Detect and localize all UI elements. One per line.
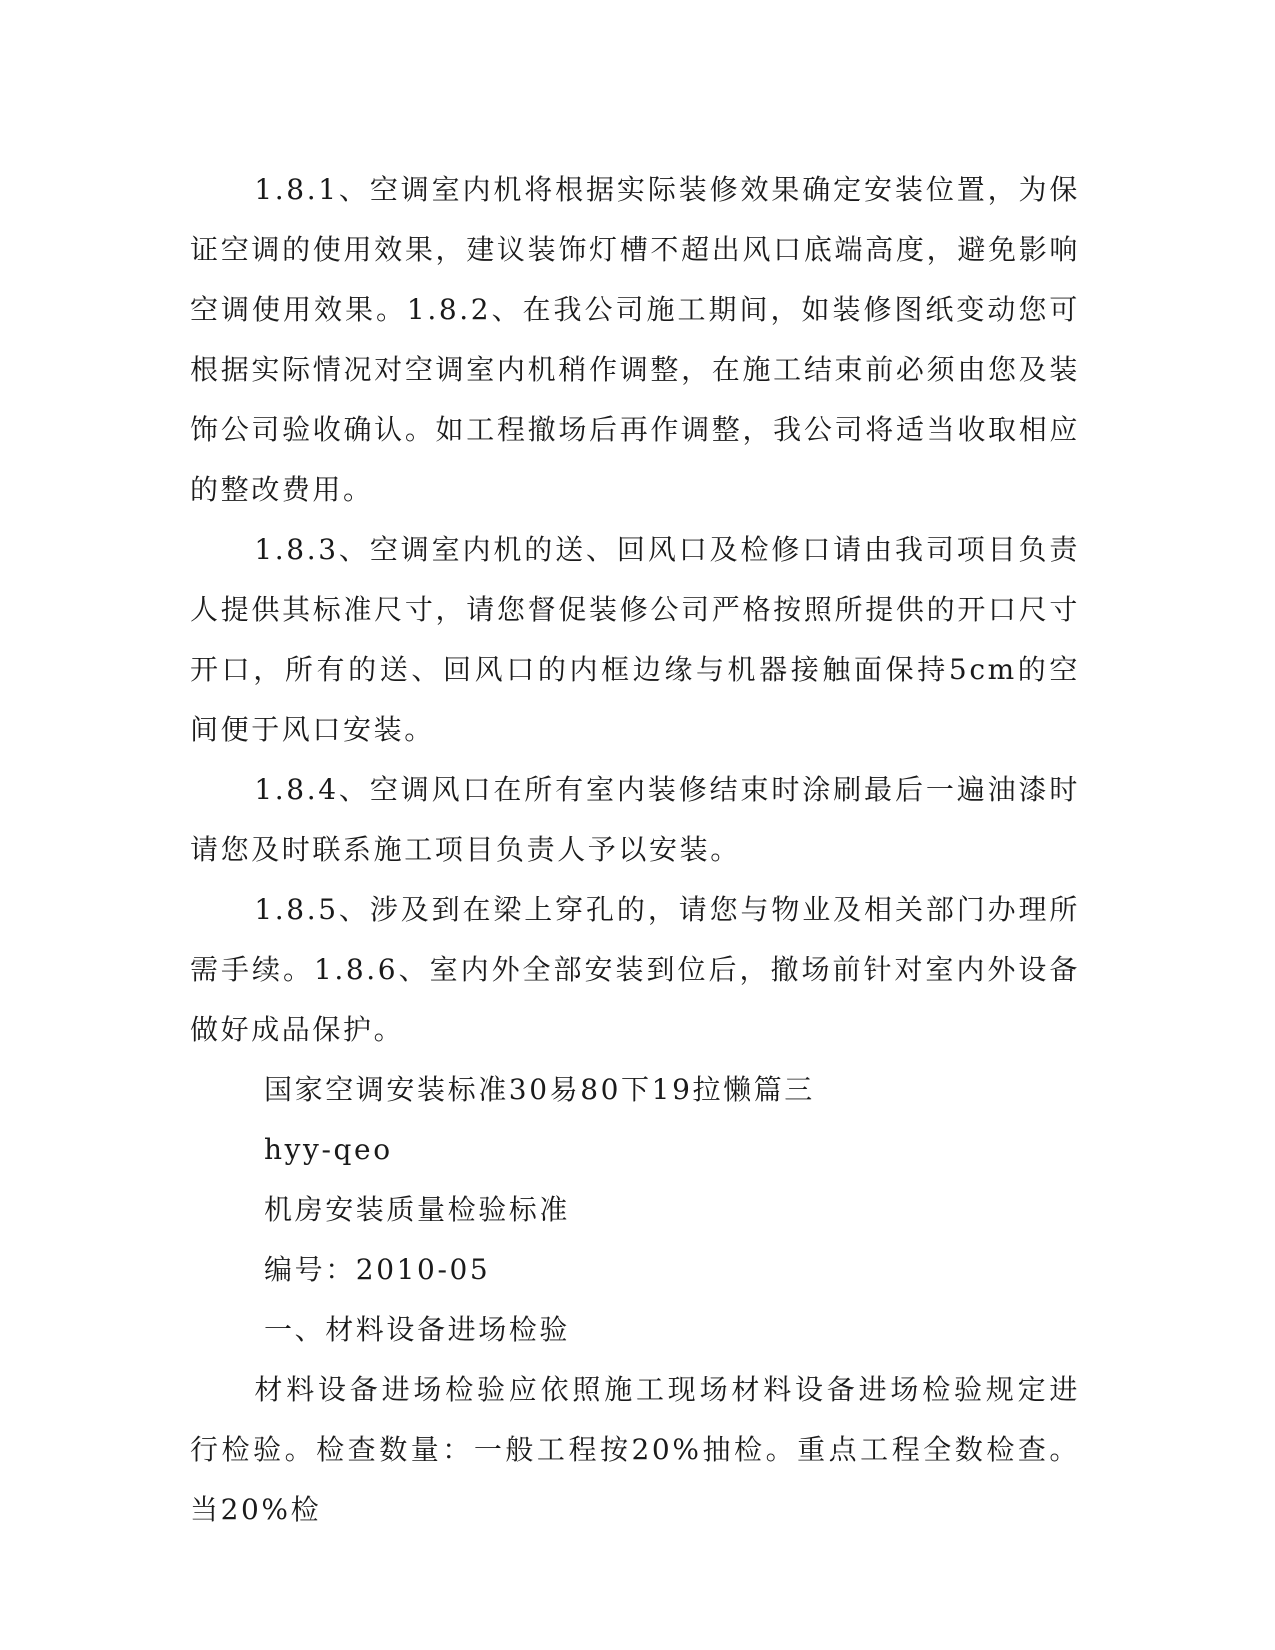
section-title: 国家空调安装标准30易80下19拉懒篇三 bbox=[264, 1073, 815, 1106]
paragraph-1-8-5: 1.8.5、涉及到在梁上穿孔的，请您与物业及相关部门办理所需手续。1.8.6、室内外全部安装到位后，撤场前针对室内外设备做好成品保护。 bbox=[190, 893, 1080, 1046]
paragraph-1-8-3: 1.8.3、空调室内机的送、回风口及检修口请由我司项目负责人提供其标准尺寸，请您督促装修公司严格按照所提供的开口尺寸开口，所有的送、回风口的内框边缘与机器接触面保持5cm的空间便于风口安装。 bbox=[190, 533, 1080, 746]
document-number: 编号：2010-05 bbox=[264, 1253, 491, 1286]
paragraph-1-8-1: 1.8.1、空调室内机将根据实际装修效果确定安装位置，为保证空调的使用效果，建议装饰灯槽不超出风口底端高度，避免影响空调使用效果。1.8.2、在我公司施工期间，如装修图纸变动您可根据实际情况对空调室内机稍作调整，在施工结束前必须由您及装饰公司验收确认。如工程撤场后再作调整，我公司将适当收取相应的整改费用。 bbox=[190, 173, 1080, 506]
document-body bbox=[190, 160, 1080, 1540]
document-title: 机房安装质量检验标准 bbox=[264, 1193, 571, 1226]
paragraph-1-8-4: 1.8.4、空调风口在所有室内装修结束时涂刷最后一遍油漆时请您及时联系施工项目负责人予以安装。 bbox=[190, 773, 1080, 866]
paragraph-material-inspection: 材料设备进场检验应依照施工现场材料设备进场检验规定进行检验。检查数量：一般工程按20%抽检。重点工程全数检查。当20%检 bbox=[190, 1373, 1080, 1526]
document-code-text: hyy-qeo bbox=[264, 1133, 393, 1166]
section-heading-materials: 一、材料设备进场检验 bbox=[264, 1313, 571, 1346]
